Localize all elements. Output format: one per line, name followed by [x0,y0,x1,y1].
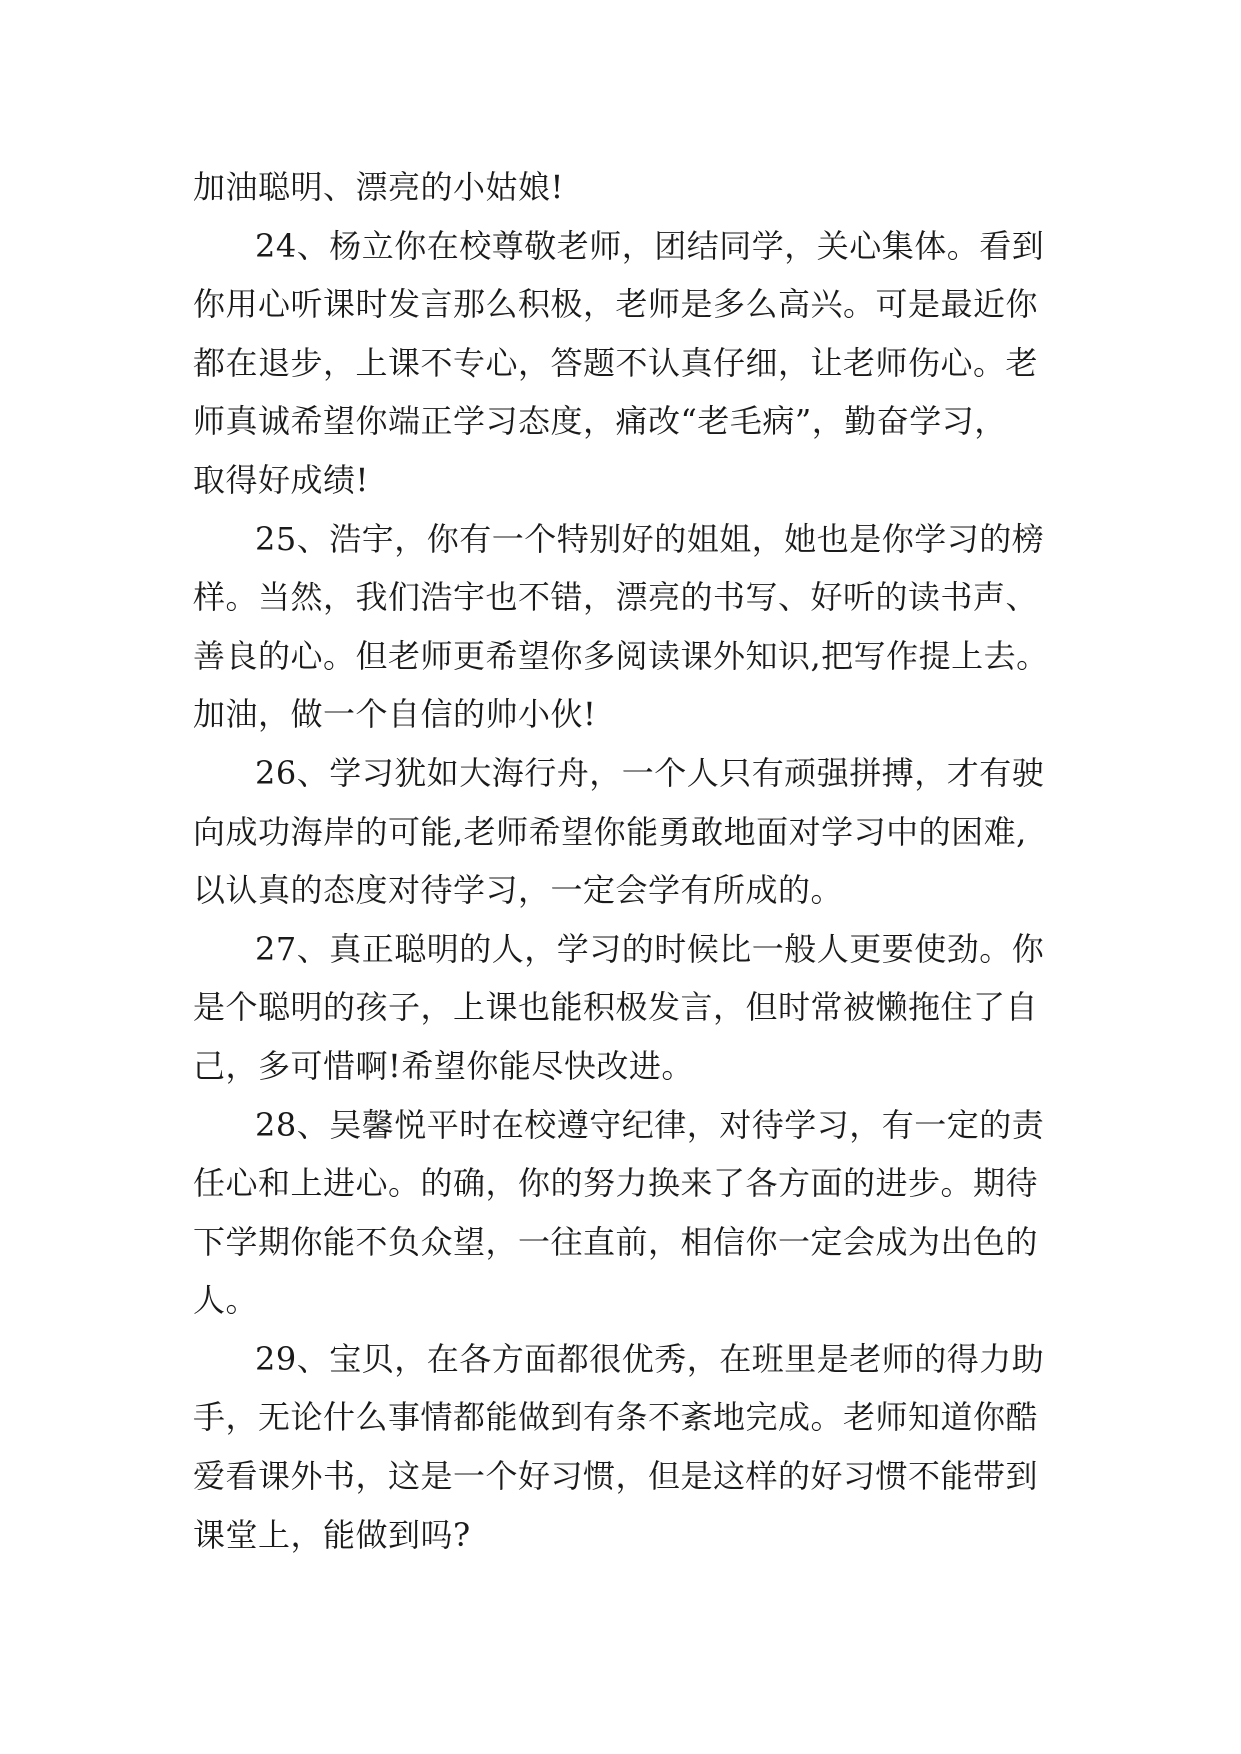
text-line: 你用心听课时发言那么积极，老师是多么高兴。可是最近你 [193,285,1039,324]
text-line: 课堂上，能做到吗? [193,1515,471,1554]
text-line: 师真诚希望你端正学习态度，痛改“老毛病”，勤奋学习， [193,402,1007,441]
text-line: 手，无论什么事情都能做到有条不紊地完成。老师知道你酷 [193,1398,1039,1437]
text-line: 取得好成绩! [193,460,369,499]
paragraph-24-line: 24、杨立你在校尊敬老师，团结同学，关心集体。看到 [255,226,1045,265]
text-line: 爱看课外书，这是一个好习惯，但是这样的好习惯不能带到 [193,1457,1039,1496]
paragraph-28-line: 28、吴馨悦平时在校遵守纪律，对待学习，有一定的责 [255,1105,1045,1144]
text-line: 以认真的态度对待学习，一定会学有所成的。 [193,871,844,910]
paragraph-29-line: 29、宝贝，在各方面都很优秀，在班里是老师的得力助 [255,1339,1045,1378]
text-line: 人。 [193,1281,259,1320]
text-line: 善良的心。但老师更希望你多阅读课外知识,把写作提上去。 [193,636,1049,675]
paragraph-27-line: 27、真正聪明的人，学习的时候比一般人更要使劲。你 [255,929,1045,968]
text-line: 加油聪明、漂亮的小姑娘! [193,168,564,206]
paragraph-26-line: 26、学习犹如大海行舟，一个人只有顽强拼搏，才有驶 [255,753,1045,792]
text-line: 下学期你能不负众望，一往直前，相信你一定会成为出色的 [193,1222,1039,1261]
text-line: 任心和上进心。的确，你的努力换来了各方面的进步。期待 [193,1164,1039,1203]
text-line: 样。当然，我们浩宇也不错，漂亮的书写、好听的读书声、 [193,578,1039,617]
document-body [193,158,1053,1564]
text-line: 是个聪明的孩子，上课也能积极发言，但时常被懒拖住了自 [193,988,1039,1027]
text-line: 都在退步，上课不专心，答题不认真仔细，让老师伤心。老 [193,343,1039,382]
text-line: 向成功海岸的可能,老师希望你能勇敢地面对学习中的困难, [193,812,1027,851]
text-line: 己，多可惜啊!希望你能尽快改进。 [193,1046,694,1085]
text-line: 加油，做一个自信的帅小伙! [193,695,597,734]
paragraph-25-line: 25、浩宇，你有一个特别好的姐姐，她也是你学习的榜 [255,519,1045,558]
